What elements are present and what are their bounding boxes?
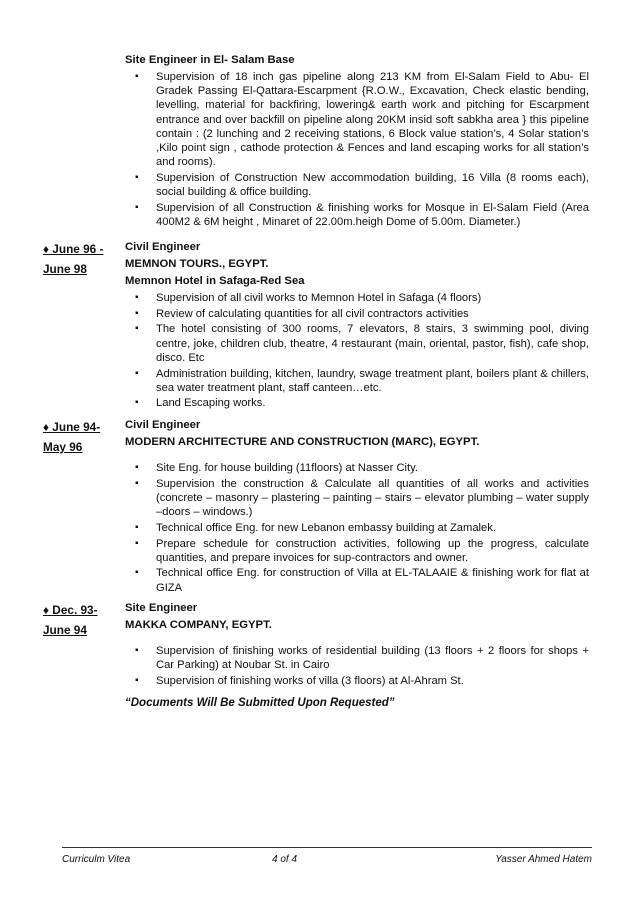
job-role: Civil Engineer bbox=[125, 419, 201, 431]
list-item: ▪ Supervision of 18 inch gas pipeline along 213 KM from El-Salam Field to Abu- El Gradek Passing El-Qattara-Escarpment {R.O.W., Excavation, Check elastic bending, levelling, material for backfiring, lowering& earth work and pitching for Escarpment entrance and over backfill on pipeline along 20KM insid soft sabkha area } this pipeline contain : (2 lunching and 2 receiving stations, 6 Block value station’s, 4 Solar station’s ,Kilo point sign , cathode protection & Fences and land escaping works for all station’s and rooms). bbox=[125, 70, 589, 169]
company-name: MAKKA COMPANY, EGYPT. bbox=[125, 619, 272, 631]
company-name: MEMNON TOURS., EGYPT. bbox=[125, 258, 269, 270]
list-item: ▪ The hotel consisting of 300 rooms, 7 elevators, 8 stairs, 3 swimming pool, diving centre, joke, children club, theatre, 4 restaurant (main, oriental, pastor, fish), cafe shop, disco. Etc bbox=[125, 322, 589, 365]
list-item: ▪ Site Eng. for house building (11floors) at Nasser City. bbox=[125, 461, 589, 475]
job-role: Civil Engineer bbox=[125, 241, 201, 253]
section-content bbox=[125, 52, 589, 231]
footer-page-number: 4 of 4 bbox=[272, 854, 298, 865]
list-item: ▪ Supervision of finishing works of villa (3 floors) at Al-Ahram St. bbox=[125, 674, 589, 688]
date-end: June 94 bbox=[43, 623, 87, 637]
section-content bbox=[125, 696, 589, 710]
list-item: ▪ Supervision of all civil works to Memnon Hotel in Safaga (4 floors) bbox=[125, 291, 589, 305]
section-content bbox=[125, 600, 589, 690]
date-range bbox=[43, 239, 119, 279]
date-start: ♦ Dec. 93- bbox=[43, 603, 98, 617]
section-content bbox=[125, 417, 589, 596]
section-content bbox=[125, 239, 589, 412]
date-end: May 96 bbox=[43, 440, 83, 454]
list-item: ▪ Technical office Eng. for construction of Villa at EL-TALAAIE & finishing work for flat at GIZA bbox=[125, 566, 589, 594]
list-item: ▪ Supervision of all Construction & finishing works for Mosque in El-Salam Field (Area 400M2 & 6M height , Minaret of 22.00m.heigh Dome of 5.00m. Diameter.) bbox=[125, 201, 589, 229]
list-item: ▪ Supervision of Construction New accommodation building, 16 Villa (8 rooms each), social building & office building. bbox=[125, 171, 589, 199]
duty-list bbox=[125, 291, 589, 411]
date-range bbox=[43, 417, 119, 457]
list-item: ▪ Supervision the construction & Calculate all quantities of all works and activities (concrete – masonry – plastering – painting – stairs – elevator plumbing – water supply –doors – windows.) bbox=[125, 477, 589, 520]
list-item: ▪ Land Escaping works. bbox=[125, 396, 589, 410]
date-start: ♦ June 94- bbox=[43, 420, 101, 434]
list-item: ▪ Prepare schedule for construction activities, following up the progress, calculate quantities, and prepare invoices for sup-contractors and owner. bbox=[125, 537, 589, 565]
footer-doc-title: Curriculm Vitea bbox=[62, 854, 131, 865]
footer-author: Yasser Ahmed Hatem bbox=[495, 854, 592, 865]
date-range bbox=[43, 600, 119, 640]
section-heading: Site Engineer in El- Salam Base bbox=[125, 54, 295, 66]
list-item: ▪ Technical office Eng. for new Lebanon embassy building at Zamalek. bbox=[125, 521, 589, 535]
list-item: ▪ Supervision of finishing works of residential building (13 floors + 2 floors for shops + Car Parking) at Noubar St. in Cairo bbox=[125, 644, 589, 672]
footer-divider bbox=[62, 847, 592, 848]
list-item: ▪ Administration building, kitchen, laundry, swage treatment plant, boilers plant & chillers, sea water treatment plant, staff canteen…etc. bbox=[125, 367, 589, 395]
duty-list bbox=[125, 70, 589, 229]
duty-list bbox=[125, 461, 589, 595]
project-name: Memnon Hotel in Safaga-Red Sea bbox=[125, 275, 305, 287]
date-start: ♦ June 96 - bbox=[43, 242, 104, 256]
duty-list bbox=[125, 644, 589, 688]
job-role: Site Engineer bbox=[125, 602, 198, 614]
closing-statement: “Documents Will Be Submitted Upon Requested” bbox=[125, 697, 395, 709]
list-item: ▪ Review of calculating quantities for all civil contractors activities bbox=[125, 307, 589, 321]
date-end: June 98 bbox=[43, 262, 87, 276]
company-name: MODERN ARCHITECTURE AND CONSTRUCTION (MARC), EGYPT. bbox=[125, 436, 480, 448]
